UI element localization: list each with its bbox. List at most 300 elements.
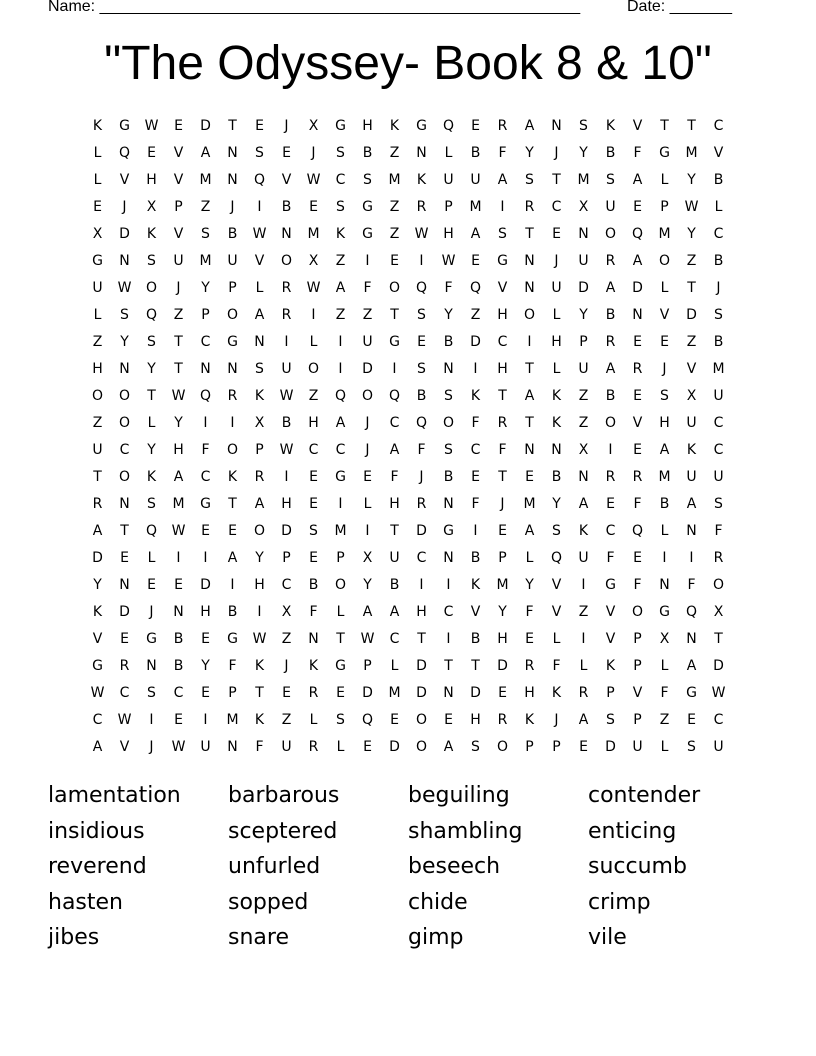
grid-letter: A: [92, 522, 103, 539]
grid-letter: E: [309, 549, 318, 566]
grid-letter: B: [551, 468, 562, 485]
grid-letter: X: [254, 414, 265, 431]
grid-letter: D: [389, 738, 400, 755]
grid-letter: A: [335, 279, 346, 296]
grid-letter: I: [257, 198, 262, 215]
grid-letter: B: [713, 252, 724, 269]
grid-letter: V: [173, 171, 184, 188]
grid-letter: M: [388, 171, 401, 188]
grid-letter: U: [551, 279, 562, 296]
grid-letter: A: [578, 495, 589, 512]
grid-letter: X: [362, 549, 373, 566]
grid-letter: P: [444, 198, 453, 215]
grid-letter: I: [581, 630, 586, 647]
grid-letter: W: [306, 279, 321, 296]
grid-letter: T: [93, 468, 102, 485]
grid-letter: W: [144, 117, 159, 134]
grid-letter: A: [632, 252, 643, 269]
grid-letter: S: [444, 441, 453, 458]
word-list-item: sceptered: [228, 818, 338, 844]
grid-letter: Z: [173, 306, 184, 323]
grid-letter: L: [363, 495, 372, 512]
grid-letter: M: [712, 360, 725, 377]
grid-letter: D: [200, 117, 211, 134]
grid-letter: E: [390, 252, 399, 269]
grid-letter: J: [230, 198, 235, 215]
grid-letter: A: [605, 360, 616, 377]
grid-row: [84, 436, 732, 463]
grid-letter: D: [416, 684, 427, 701]
grid-letter: I: [392, 360, 397, 377]
grid-letter: U: [281, 738, 292, 755]
grid-letter: Q: [334, 387, 347, 404]
grid-letter: I: [284, 468, 289, 485]
grid-letter: Z: [308, 387, 319, 404]
grid-letter: O: [361, 387, 374, 404]
grid-letter: O: [604, 414, 617, 431]
grid-letter: Q: [145, 306, 158, 323]
grid-letter: N: [227, 360, 238, 377]
grid-letter: O: [712, 576, 725, 593]
grid-letter: Y: [687, 225, 696, 242]
grid-letter: I: [338, 333, 343, 350]
word-list-item: chide: [408, 889, 468, 915]
grid-letter: V: [632, 684, 643, 701]
grid-letter: R: [578, 684, 589, 701]
grid-letter: K: [551, 387, 562, 404]
grid-letter: D: [632, 279, 643, 296]
grid-letter: N: [686, 630, 697, 647]
grid-letter: L: [336, 738, 345, 755]
grid-letter: I: [230, 576, 235, 593]
grid-letter: Z: [389, 225, 400, 242]
grid-letter: C: [443, 603, 454, 620]
grid-letter: D: [119, 603, 130, 620]
grid-letter: E: [471, 252, 480, 269]
grid-letter: S: [606, 171, 615, 188]
grid-letter: Y: [687, 171, 696, 188]
grid-letter: T: [147, 387, 156, 404]
grid-letter: R: [281, 279, 292, 296]
grid-letter: Q: [631, 522, 644, 539]
grid-letter: I: [203, 549, 208, 566]
grid-letter: J: [365, 441, 370, 458]
grid-letter: E: [174, 576, 183, 593]
grid-letter: G: [362, 225, 373, 242]
grid-letter: R: [416, 495, 427, 512]
grid-letter: K: [551, 684, 562, 701]
grid-letter: R: [119, 657, 130, 674]
grid-letter: I: [338, 495, 343, 512]
grid-letter: B: [443, 333, 454, 350]
grid-letter: V: [470, 603, 481, 620]
grid-letter: G: [146, 630, 157, 647]
grid-letter: M: [334, 522, 347, 539]
grid-letter: B: [173, 657, 184, 674]
grid-letter: Y: [363, 576, 372, 593]
grid-letter: X: [713, 603, 724, 620]
grid-letter: V: [119, 738, 130, 755]
grid-letter: R: [416, 198, 427, 215]
grid-letter: K: [389, 117, 400, 134]
grid-letter: L: [660, 171, 669, 188]
grid-letter: P: [633, 657, 642, 674]
grid-letter: B: [470, 630, 481, 647]
grid-letter: R: [713, 549, 724, 566]
grid-letter: V: [497, 279, 508, 296]
grid-letter: S: [444, 387, 453, 404]
grid-letter: E: [525, 468, 534, 485]
grid-letter: S: [660, 387, 669, 404]
grid-letter: K: [470, 387, 481, 404]
grid-letter: Y: [579, 144, 588, 161]
grid-letter: O: [145, 279, 158, 296]
grid-letter: C: [173, 684, 184, 701]
grid-letter: E: [174, 711, 183, 728]
grid-letter: L: [147, 549, 156, 566]
grid-letter: D: [416, 522, 427, 539]
grid-row: [84, 598, 732, 625]
grid-letter: B: [470, 144, 481, 161]
grid-letter: E: [201, 630, 210, 647]
grid-letter: U: [200, 738, 211, 755]
grid-letter: L: [93, 144, 102, 161]
grid-letter: T: [498, 468, 507, 485]
grid-letter: J: [284, 657, 289, 674]
grid-letter: L: [309, 333, 318, 350]
grid-letter: B: [605, 387, 616, 404]
grid-letter: Q: [145, 522, 158, 539]
grid-letter: V: [173, 225, 184, 242]
worksheet-header: [0, 0, 816, 20]
grid-letter: K: [551, 414, 562, 431]
grid-letter: O: [118, 387, 131, 404]
grid-letter: Z: [281, 711, 292, 728]
grid-letter: Q: [631, 225, 644, 242]
grid-letter: P: [579, 333, 588, 350]
grid-letter: S: [147, 252, 156, 269]
grid-letter: P: [660, 198, 669, 215]
grid-letter: A: [524, 387, 535, 404]
grid-letter: E: [633, 387, 642, 404]
grid-row: [84, 220, 732, 247]
grid-letter: W: [306, 171, 321, 188]
grid-letter: L: [336, 603, 345, 620]
grid-row: [84, 112, 732, 139]
grid-letter: Z: [578, 387, 589, 404]
grid-letter: N: [173, 603, 184, 620]
grid-letter: Y: [552, 495, 561, 512]
grid-letter: K: [254, 711, 265, 728]
grid-letter: X: [92, 225, 103, 242]
grid-letter: J: [311, 144, 316, 161]
grid-row: [84, 490, 732, 517]
grid-letter: I: [662, 549, 667, 566]
grid-letter: S: [579, 117, 588, 134]
grid-row: [84, 328, 732, 355]
grid-letter: E: [606, 495, 615, 512]
grid-letter: L: [552, 306, 561, 323]
grid-row: [84, 193, 732, 220]
grid-letter: Z: [578, 414, 589, 431]
grid-letter: Y: [498, 603, 507, 620]
word-list-item: beseech: [408, 854, 501, 879]
grid-letter: P: [633, 711, 642, 728]
grid-letter: J: [149, 738, 154, 755]
grid-letter: C: [308, 441, 319, 458]
grid-letter: U: [686, 414, 697, 431]
grid-letter: R: [497, 414, 508, 431]
grid-letter: C: [335, 441, 346, 458]
word-list-item: reverend: [48, 854, 147, 879]
page-title: "The Odyssey- Book 8 & 10": [104, 37, 712, 90]
grid-row: [84, 571, 732, 598]
grid-letter: Y: [525, 144, 534, 161]
grid-letter: F: [201, 441, 210, 458]
grid-letter: E: [471, 117, 480, 134]
grid-letter: T: [687, 117, 696, 134]
grid-letter: F: [444, 279, 453, 296]
grid-letter: M: [577, 171, 590, 188]
grid-letter: V: [632, 117, 643, 134]
grid-letter: W: [252, 630, 267, 647]
grid-letter: F: [606, 549, 615, 566]
grid-letter: Q: [361, 711, 374, 728]
grid-letter: N: [551, 117, 562, 134]
word-list-item: hasten: [48, 889, 123, 915]
grid-letter: T: [174, 333, 183, 350]
grid-letter: W: [279, 387, 294, 404]
grid-letter: U: [713, 738, 724, 755]
grid-letter: B: [605, 144, 616, 161]
grid-letter: F: [714, 522, 723, 539]
grid-letter: E: [201, 684, 210, 701]
grid-letter: E: [228, 522, 237, 539]
grid-letter: Y: [174, 414, 183, 431]
grid-letter: P: [228, 684, 237, 701]
grid-letter: K: [416, 171, 427, 188]
grid-letter: B: [389, 576, 400, 593]
grid-letter: I: [365, 252, 370, 269]
grid-letter: H: [524, 684, 535, 701]
grid-letter: G: [443, 522, 454, 539]
grid-letter: A: [686, 495, 697, 512]
grid-letter: N: [443, 495, 454, 512]
grid-letter: J: [365, 414, 370, 431]
grid-letter: N: [281, 225, 292, 242]
grid-letter: H: [308, 414, 319, 431]
grid-letter: J: [284, 117, 289, 134]
grid-letter: A: [335, 414, 346, 431]
grid-letter: G: [200, 495, 211, 512]
grid-letter: F: [363, 279, 372, 296]
grid-letter: J: [419, 468, 424, 485]
grid-letter: T: [525, 360, 534, 377]
grid-letter: L: [552, 630, 561, 647]
grid-letter: V: [281, 171, 292, 188]
grid-letter: R: [524, 657, 535, 674]
grid-letter: Q: [199, 387, 212, 404]
grid-letter: E: [444, 711, 453, 728]
grid-letter: A: [578, 711, 589, 728]
grid-letter: L: [390, 657, 399, 674]
grid-letter: N: [227, 738, 238, 755]
grid-letter: H: [470, 711, 481, 728]
grid-letter: E: [687, 711, 696, 728]
grid-letter: C: [389, 414, 400, 431]
grid-letter: C: [713, 441, 724, 458]
grid-letter: Y: [201, 279, 210, 296]
grid-letter: P: [282, 549, 291, 566]
grid-letter: G: [335, 657, 346, 674]
grid-letter: P: [201, 306, 210, 323]
grid-letter: C: [389, 630, 400, 647]
grid-letter: F: [687, 576, 696, 593]
grid-row: [84, 301, 732, 328]
grid-letter: J: [500, 495, 505, 512]
grid-letter: A: [254, 306, 265, 323]
grid-letter: A: [227, 549, 238, 566]
grid-letter: T: [228, 117, 237, 134]
grid-letter: T: [471, 657, 480, 674]
grid-letter: Z: [92, 333, 103, 350]
grid-letter: W: [414, 225, 429, 242]
grid-letter: O: [388, 279, 401, 296]
grid-letter: I: [419, 252, 424, 269]
grid-letter: A: [524, 522, 535, 539]
grid-letter: C: [200, 468, 211, 485]
grid-letter: E: [552, 225, 561, 242]
grid-letter: X: [308, 252, 319, 269]
grid-letter: H: [146, 171, 157, 188]
grid-letter: W: [117, 279, 132, 296]
grid-letter: U: [470, 171, 481, 188]
grid-letter: E: [363, 468, 372, 485]
grid-letter: I: [203, 711, 208, 728]
grid-letter: Y: [525, 576, 534, 593]
date-field-label: Date: _______: [627, 0, 732, 15]
grid-letter: W: [90, 684, 105, 701]
grid-letter: S: [417, 306, 426, 323]
grid-letter: Y: [444, 306, 453, 323]
grid-letter: H: [551, 333, 562, 350]
grid-letter: P: [606, 684, 615, 701]
grid-letter: H: [497, 630, 508, 647]
grid-letter: N: [119, 495, 130, 512]
word-list-item: insidious: [48, 818, 145, 844]
grid-letter: G: [92, 657, 103, 674]
grid-letter: L: [660, 279, 669, 296]
grid-letter: E: [147, 144, 156, 161]
grid-letter: T: [336, 630, 345, 647]
grid-letter: O: [658, 252, 671, 269]
grid-letter: G: [497, 252, 508, 269]
grid-letter: O: [415, 738, 428, 755]
grid-letter: D: [119, 225, 130, 242]
grid-row: [84, 355, 732, 382]
grid-letter: B: [470, 549, 481, 566]
grid-letter: I: [203, 414, 208, 431]
grid-letter: B: [362, 144, 373, 161]
grid-row: [84, 409, 732, 436]
grid-letter: A: [470, 225, 481, 242]
grid-letter: S: [417, 360, 426, 377]
grid-letter: V: [119, 171, 130, 188]
grid-letter: U: [92, 279, 103, 296]
grid-letter: O: [118, 468, 131, 485]
grid-letter: Z: [92, 414, 103, 431]
grid-letter: C: [335, 171, 346, 188]
word-list-item: barbarous: [228, 783, 340, 808]
grid-letter: V: [659, 306, 670, 323]
grid-letter: N: [146, 657, 157, 674]
grid-letter: N: [686, 522, 697, 539]
grid-letter: F: [633, 495, 642, 512]
grid-letter: A: [632, 171, 643, 188]
grid-letter: Z: [659, 711, 670, 728]
grid-letter: V: [551, 576, 562, 593]
grid-letter: W: [684, 198, 699, 215]
grid-letter: I: [149, 711, 154, 728]
grid-letter: O: [226, 306, 239, 323]
grid-letter: T: [552, 171, 561, 188]
grid-letter: K: [470, 576, 481, 593]
grid-letter: A: [173, 468, 184, 485]
grid-letter: S: [201, 225, 210, 242]
grid-letter: S: [687, 738, 696, 755]
grid-row: [84, 247, 732, 274]
grid-letter: R: [308, 684, 319, 701]
grid-letter: A: [659, 441, 670, 458]
grid-letter: P: [174, 198, 183, 215]
grid-letter: E: [255, 117, 264, 134]
grid-letter: K: [146, 468, 157, 485]
grid-row: [84, 517, 732, 544]
word-list-item: vile: [588, 925, 627, 950]
grid-letter: S: [336, 198, 345, 215]
grid-letter: K: [605, 117, 616, 134]
grid-letter: P: [633, 630, 642, 647]
grid-letter: E: [120, 630, 129, 647]
grid-letter: O: [118, 414, 131, 431]
grid-letter: K: [686, 441, 697, 458]
grid-letter: E: [120, 549, 129, 566]
grid-letter: E: [660, 333, 669, 350]
grid-letter: S: [525, 171, 534, 188]
grid-letter: O: [280, 252, 293, 269]
grid-letter: J: [176, 279, 181, 296]
grid-letter: K: [578, 522, 589, 539]
grid-letter: H: [200, 603, 211, 620]
grid-letter: L: [660, 657, 669, 674]
grid-letter: Z: [335, 306, 346, 323]
grid-letter: D: [686, 306, 697, 323]
word-list: [48, 778, 768, 956]
grid-letter: A: [200, 144, 211, 161]
grid-letter: T: [525, 225, 534, 242]
grid-letter: E: [633, 333, 642, 350]
grid-letter: S: [120, 306, 129, 323]
grid-letter: K: [92, 117, 103, 134]
grid-letter: K: [308, 657, 319, 674]
grid-letter: C: [713, 711, 724, 728]
grid-letter: F: [552, 657, 561, 674]
grid-letter: F: [309, 603, 318, 620]
name-field-label: Name: ______________________________________________________: [48, 0, 581, 15]
grid-letter: I: [419, 576, 424, 593]
grid-letter: U: [227, 252, 238, 269]
grid-letter: T: [390, 306, 399, 323]
